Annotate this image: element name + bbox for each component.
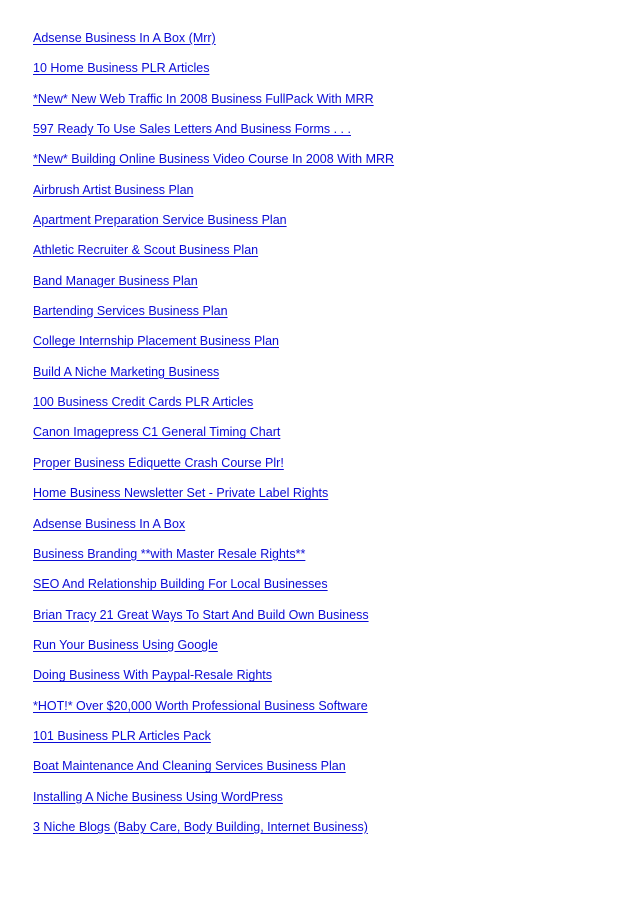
list-link[interactable]: Home Business Newsletter Set - Private Label Rights bbox=[33, 486, 329, 501]
list-item bbox=[33, 484, 394, 514]
list-link[interactable]: Band Manager Business Plan bbox=[33, 273, 198, 288]
list-item bbox=[33, 120, 394, 150]
list-item bbox=[33, 59, 394, 89]
list-item bbox=[33, 757, 394, 787]
list-link[interactable]: Bartending Services Business Plan bbox=[33, 304, 228, 319]
list-item bbox=[33, 393, 394, 423]
list-link[interactable]: *HOT!* Over $20,000 Worth Professional Business Software bbox=[33, 698, 368, 713]
list-link[interactable]: Canon Imagepress C1 General Timing Chart bbox=[33, 425, 281, 440]
list-item bbox=[33, 302, 394, 332]
list-item bbox=[33, 545, 394, 575]
list-item bbox=[33, 697, 394, 727]
list-item bbox=[33, 363, 394, 393]
list-link[interactable]: Build A Niche Marketing Business bbox=[33, 364, 220, 379]
link-list bbox=[33, 29, 394, 848]
list-link[interactable]: Proper Business Ediquette Crash Course Plr! bbox=[33, 455, 284, 470]
list-link[interactable]: Doing Business With Paypal-Resale Rights bbox=[33, 668, 272, 683]
list-item bbox=[33, 636, 394, 666]
list-link[interactable]: *New* New Web Traffic In 2008 Business FullPack With MRR bbox=[33, 91, 374, 106]
list-link[interactable]: Run Your Business Using Google bbox=[33, 637, 218, 652]
list-item bbox=[33, 241, 394, 271]
list-link[interactable]: 10 Home Business PLR Articles bbox=[33, 61, 210, 76]
list-link[interactable]: Installing A Niche Business Using WordPress bbox=[33, 789, 283, 804]
list-link[interactable]: Business Branding **with Master Resale Rights** bbox=[33, 546, 306, 561]
list-link[interactable]: 100 Business Credit Cards PLR Articles bbox=[33, 395, 254, 410]
list-item bbox=[33, 90, 394, 120]
list-item bbox=[33, 575, 394, 605]
list-link[interactable]: Athletic Recruiter & Scout Business Plan bbox=[33, 243, 259, 258]
list-item bbox=[33, 666, 394, 696]
list-link[interactable]: Adsense Business In A Box (Mrr) bbox=[33, 31, 216, 45]
list-link[interactable]: 3 Niche Blogs (Baby Care, Body Building, Internet Business) bbox=[33, 819, 368, 834]
list-link[interactable]: SEO And Relationship Building For Local Businesses bbox=[33, 577, 328, 592]
list-item bbox=[33, 272, 394, 302]
list-item bbox=[33, 454, 394, 484]
list-item bbox=[33, 818, 394, 848]
list-link[interactable]: Apartment Preparation Service Business Plan bbox=[33, 213, 287, 228]
list-link[interactable]: *New* Building Online Business Video Course In 2008 With MRR bbox=[33, 152, 395, 167]
list-item bbox=[33, 181, 394, 211]
list-item bbox=[33, 515, 394, 545]
list-item bbox=[33, 727, 394, 757]
list-item bbox=[33, 150, 394, 180]
list-item bbox=[33, 211, 394, 241]
list-item bbox=[33, 788, 394, 818]
list-link[interactable]: 597 Ready To Use Sales Letters And Business Forms . . . bbox=[33, 122, 351, 137]
list-link[interactable]: Brian Tracy 21 Great Ways To Start And Build Own Business bbox=[33, 607, 369, 622]
list-link[interactable]: Airbrush Artist Business Plan bbox=[33, 182, 194, 197]
list-item bbox=[33, 423, 394, 453]
list-item bbox=[33, 606, 394, 636]
list-item bbox=[33, 332, 394, 362]
list-link[interactable]: Adsense Business In A Box bbox=[33, 516, 186, 531]
list-link[interactable]: Boat Maintenance And Cleaning Services Business Plan bbox=[33, 759, 346, 774]
list-link[interactable]: 101 Business PLR Articles Pack bbox=[33, 728, 211, 743]
list-link[interactable]: College Internship Placement Business Plan bbox=[33, 334, 279, 349]
list-item bbox=[33, 29, 394, 59]
